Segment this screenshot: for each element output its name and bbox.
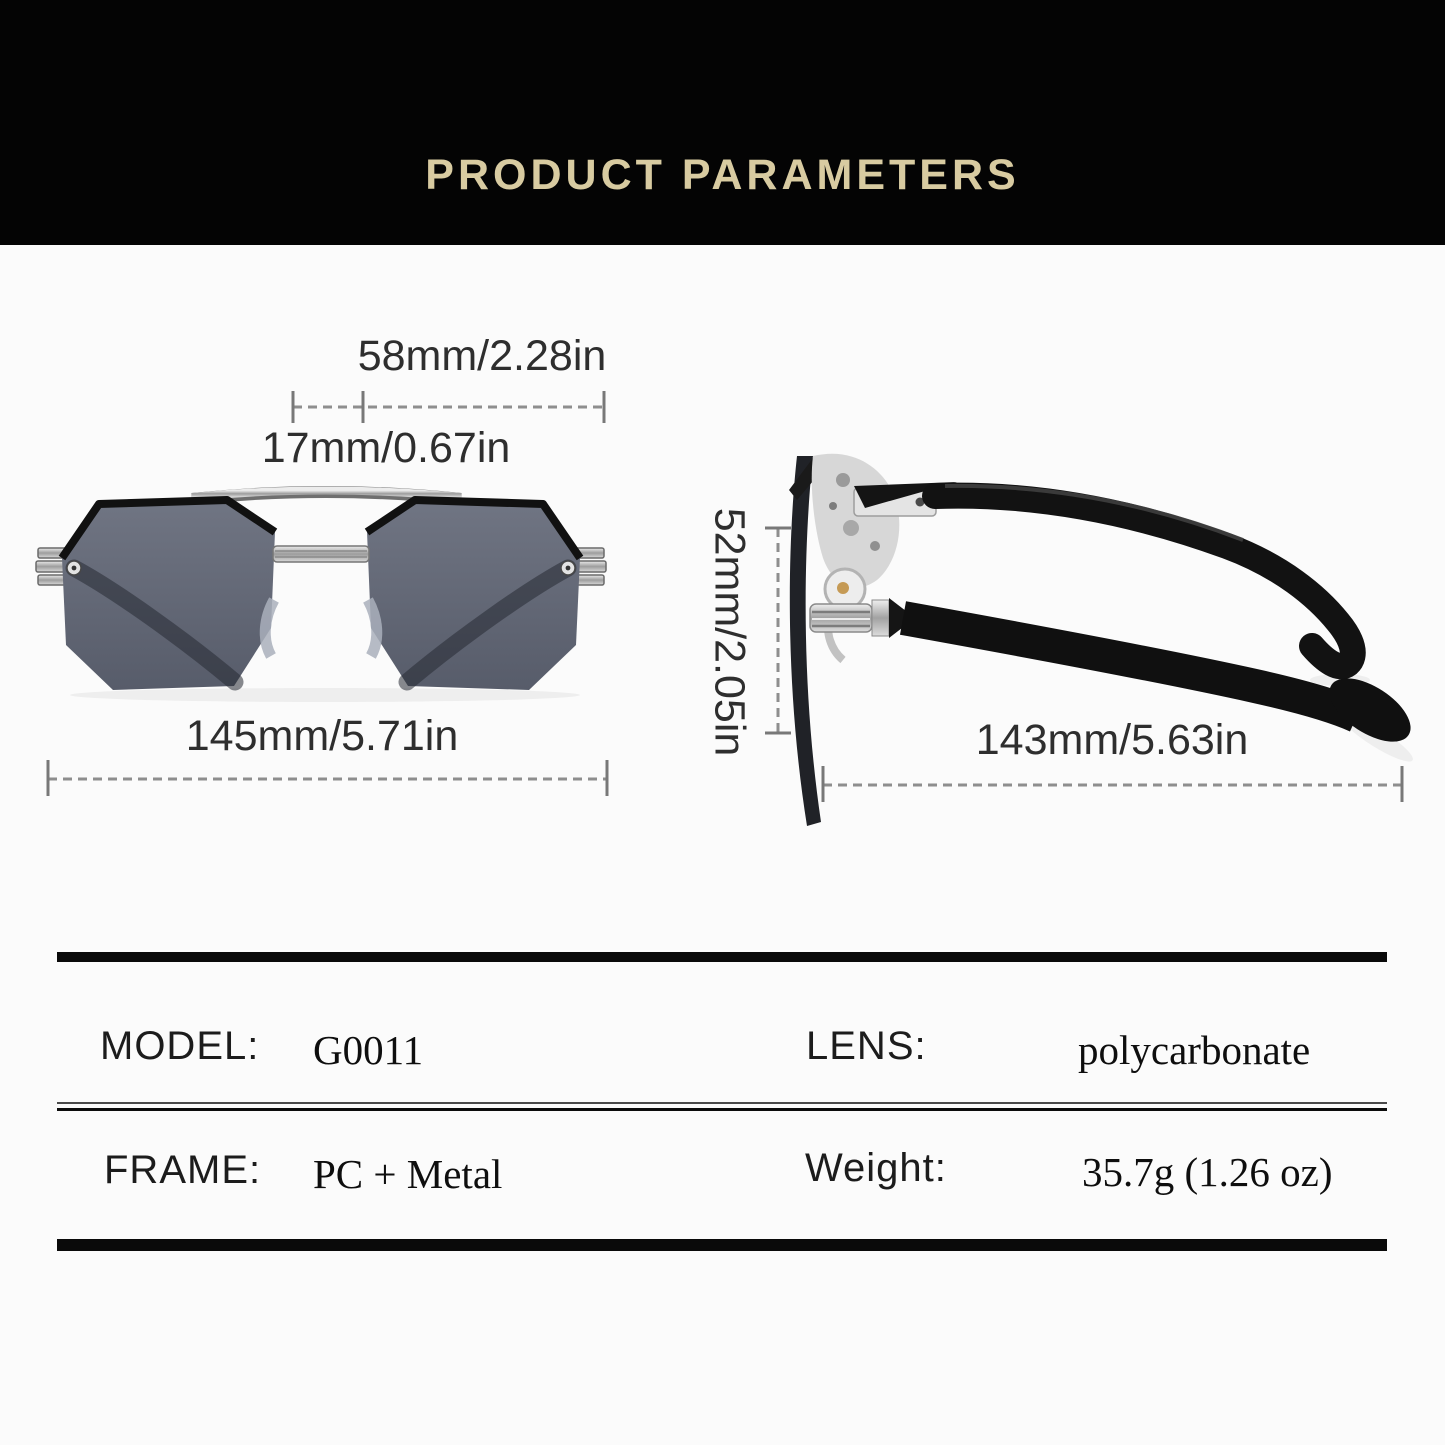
dimension-line-lens-bridge xyxy=(285,389,615,425)
spec-value-frame: PC + Metal xyxy=(313,1151,503,1197)
spec-label-frame: FRAME: xyxy=(104,1148,262,1192)
spec-value-weight: 35.7g (1.26 oz) xyxy=(1082,1149,1333,1195)
spec-value-model: G0011 xyxy=(313,1027,424,1073)
spec-label-weight: Weight: xyxy=(805,1146,947,1190)
left-lens xyxy=(62,500,275,690)
table-divider-bottom xyxy=(57,1239,1387,1251)
front-shadow xyxy=(70,688,580,702)
dim-label-bridge-width: 17mm/0.67in xyxy=(261,424,511,472)
dim-label-lens-width: 58mm/2.28in xyxy=(357,332,607,380)
dim-label-temple-length: 143mm/5.63in xyxy=(975,716,1249,764)
table-divider-middle xyxy=(57,1102,1387,1111)
dim-label-frame-width: 145mm/5.71in xyxy=(185,712,459,760)
header-band xyxy=(0,0,1445,245)
spec-value-lens: polycarbonate xyxy=(1078,1027,1311,1073)
dimension-line-frame-width xyxy=(40,758,615,798)
right-lens xyxy=(367,500,580,690)
nose-pads xyxy=(265,600,376,656)
sunglasses-front-image xyxy=(35,480,620,705)
page-title: PRODUCT PARAMETERS xyxy=(425,151,1020,199)
nose-bridge xyxy=(273,546,369,562)
spec-label-model: MODEL: xyxy=(100,1024,260,1068)
dim-label-lens-height: 52mm/2.05in xyxy=(705,507,754,757)
table-divider-top xyxy=(57,952,1387,962)
dimension-line-lens-height xyxy=(762,520,794,742)
spec-label-lens: LENS: xyxy=(806,1024,927,1068)
dimension-line-temple-length xyxy=(815,763,1410,803)
